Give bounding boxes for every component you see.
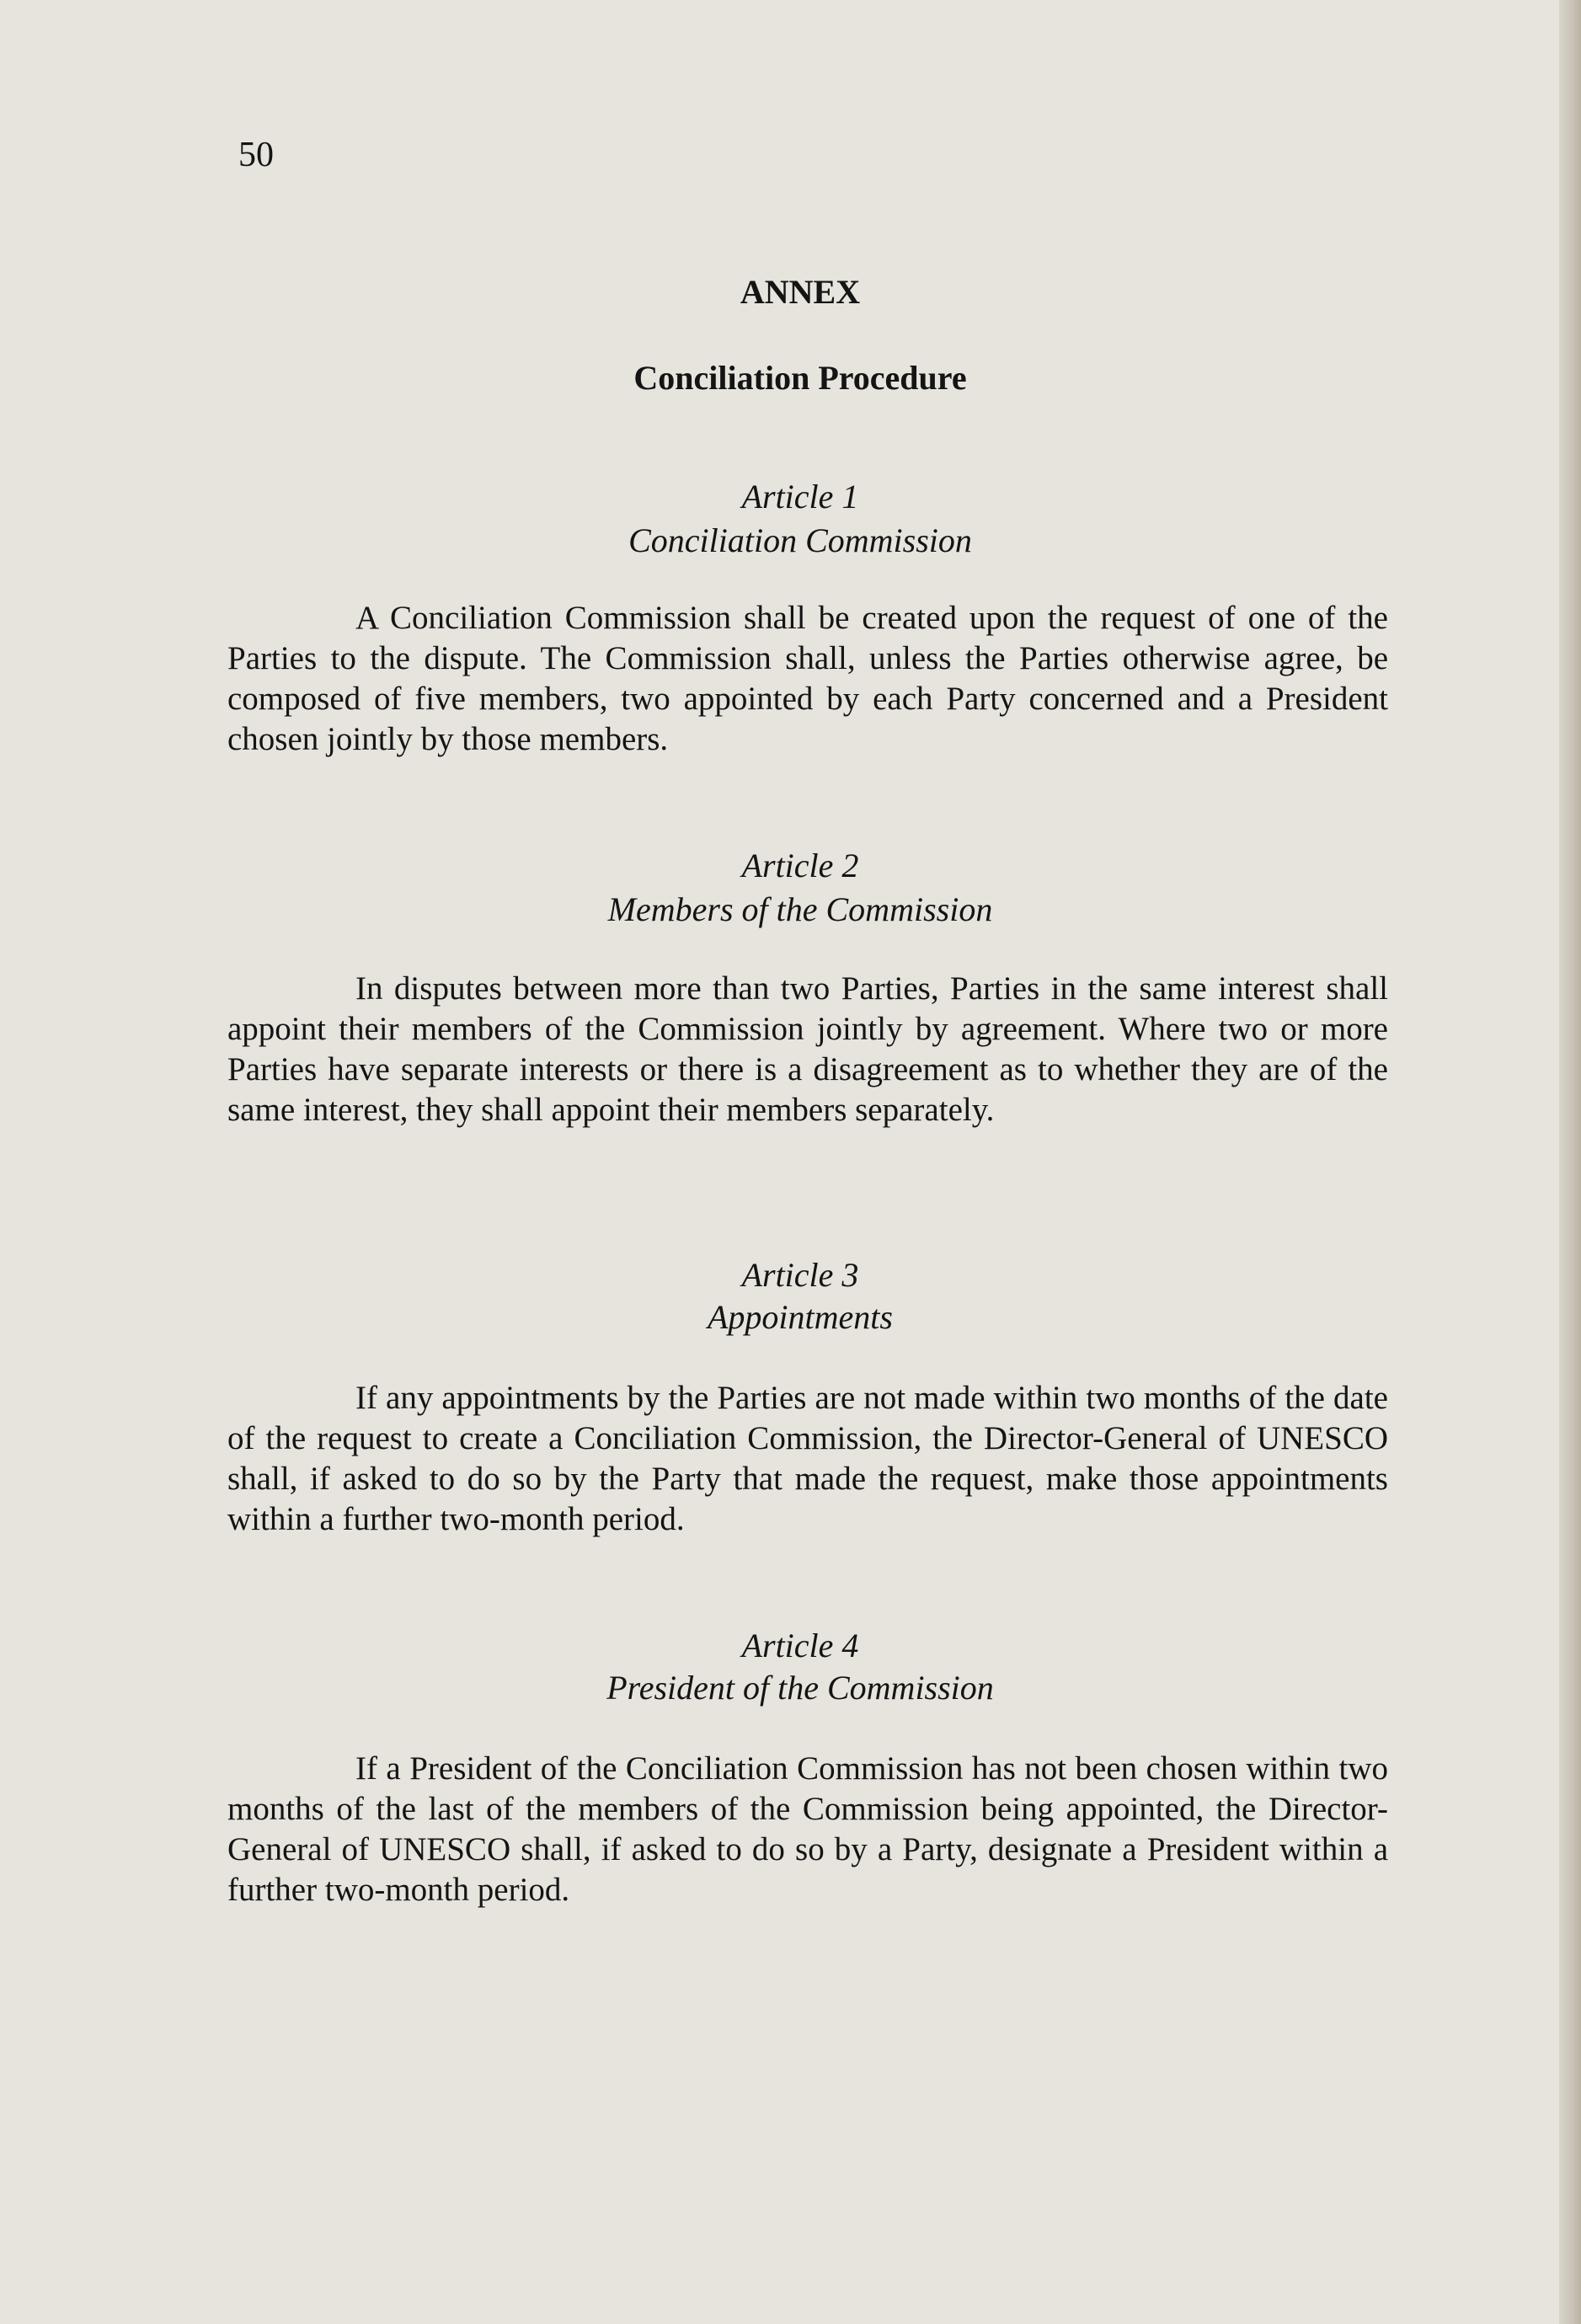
article-1-text: A Conciliation Commission shall be created upon the request of one of the Parties to the dispute. The Commission shall, unless the Parties otherwise agree, be composed of five members, two appointed by each Party concerned and a President chosen jointly by those members. <box>227 600 1388 757</box>
article-2-text: In disputes between more than two Parties, Parties in the same interest shall appoint their members of the Commission jointly by agreement. Where two or more Parties have separate interests or there is a disagreement as to whether they are of the same interest, they shall appoint their members separately. <box>227 970 1388 1128</box>
page-edge-shadow <box>1559 0 1581 2324</box>
article-1-label: Article 1 <box>741 478 859 516</box>
article-4-title: President of the Commission <box>606 1669 994 1707</box>
article-4-label: Article 4 <box>741 1627 859 1664</box>
article-2-label: Article 2 <box>741 847 859 884</box>
article-2-title: Members of the Commission <box>607 890 993 928</box>
article-3-label: Article 3 <box>741 1256 859 1294</box>
article-4-text: If a President of the Conciliation Commission has not been chosen within two months of the last of the members of the Commission being appointed, the Director-General of UNESCO shall, if asked to do so by a Party, designate a President within a further two-month period. <box>227 1750 1388 1908</box>
article-1-title: Conciliation Commission <box>628 521 972 559</box>
annex-heading: ANNEX <box>740 273 861 311</box>
page-number: 50 <box>238 136 274 174</box>
article-3-text: If any appointments by the Parties are not made within two months of the date of the request to create a Conciliation Commission, the Director-General of UNESCO shall, if asked to do so by the Party that made the request, make those appointments within a further two-month period. <box>227 1380 1388 1537</box>
article-3-title: Appointments <box>708 1298 893 1336</box>
procedure-subheading: Conciliation Procedure <box>633 359 967 397</box>
